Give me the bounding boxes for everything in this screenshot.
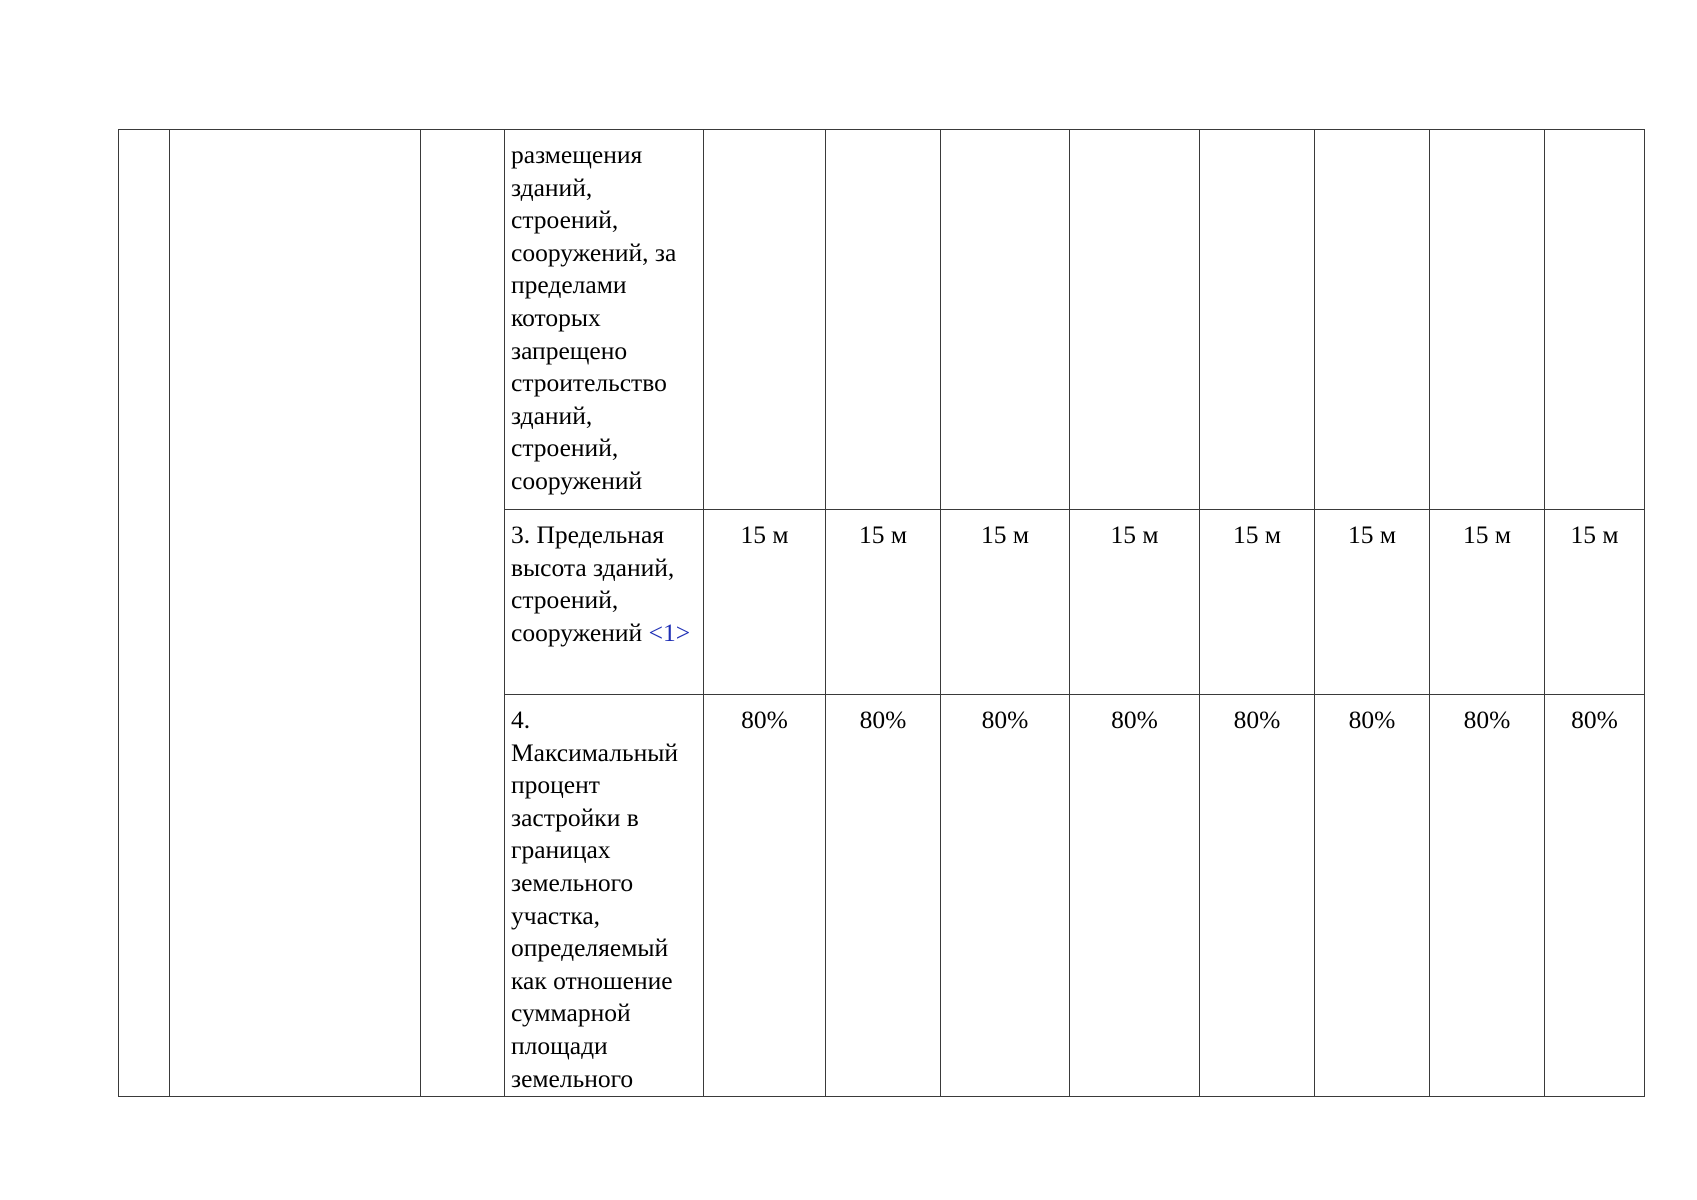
value-cell: 15 м — [1315, 510, 1430, 695]
value-cell: 80% — [1070, 695, 1200, 1097]
value-cell — [1545, 130, 1645, 510]
value-cell: 15 м — [1070, 510, 1200, 695]
footnote-link[interactable]: <1> — [648, 617, 691, 647]
table-row — [119, 130, 1645, 510]
parameter-text: 4. Максимальный процент застройки в границах земельного участка, определяемый как отношение суммарной площади земельного — [511, 705, 678, 1093]
standards-table — [118, 129, 1645, 1097]
value-cell: 80% — [941, 695, 1070, 1097]
value-cell: 80% — [1200, 695, 1315, 1097]
parameter-text: 3. Предельная высота зданий, строений, сооружений — [511, 520, 675, 647]
value-cell: 15 м — [1200, 510, 1315, 695]
value-cell: 80% — [826, 695, 941, 1097]
value-cell — [704, 130, 826, 510]
value-cell: 15 м — [1430, 510, 1545, 695]
value-cell — [1070, 130, 1200, 510]
value-cell — [1315, 130, 1430, 510]
value-cell: 15 м — [704, 510, 826, 695]
value-cell: 15 м — [1545, 510, 1645, 695]
value-cell: 80% — [1545, 695, 1645, 1097]
value-cell — [941, 130, 1070, 510]
value-cell: 80% — [1430, 695, 1545, 1097]
value-cell — [1430, 130, 1545, 510]
parameter-cell — [505, 510, 704, 695]
value-cell — [826, 130, 941, 510]
value-cell: 80% — [704, 695, 826, 1097]
parameter-cell — [505, 695, 704, 1097]
value-cell — [1200, 130, 1315, 510]
zone-name-cell — [170, 130, 421, 1097]
number-cell — [119, 130, 170, 1097]
value-cell: 80% — [1315, 695, 1430, 1097]
value-cell: 15 м — [826, 510, 941, 695]
parameter-text: размещения зданий, строений, сооружений, за пределами которых запрещено строительство зданий, строений, сооружений — [511, 140, 677, 495]
value-cell: 15 м — [941, 510, 1070, 695]
code-cell — [421, 130, 505, 1097]
parameter-cell — [505, 130, 704, 510]
